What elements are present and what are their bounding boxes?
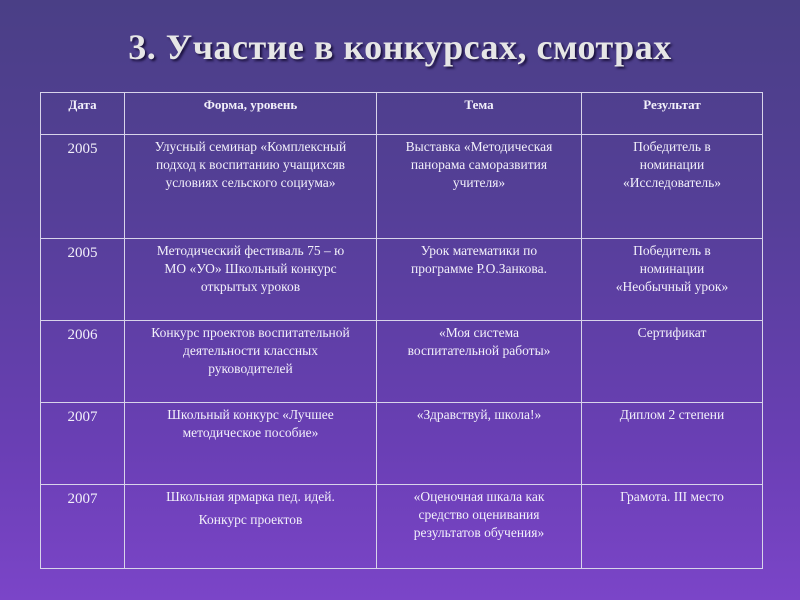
table-header-row (41, 93, 763, 135)
cell-text-line: Грамота. III место (620, 489, 724, 504)
cell-text-line: руководителей (208, 361, 293, 376)
cell-form (125, 239, 377, 321)
cell-year: 2007 (41, 485, 125, 569)
cell-text-line: деятельности классных (183, 343, 318, 358)
cell-form (125, 485, 377, 569)
cell-theme (377, 239, 582, 321)
cell-text-line: МО «УО» Школьный конкурс (164, 261, 337, 276)
cell-text-line: «Здравствуй, школа!» (416, 407, 542, 422)
cell-year: 2006 (41, 321, 125, 403)
cell-text-line: подход к воспитанию учащихсяв (155, 157, 346, 172)
cell-text-line: методическое пособие» (182, 425, 319, 440)
table-row (41, 485, 763, 569)
header-theme: Тема (377, 93, 582, 135)
cell-text-line: Конкурс проектов (198, 512, 303, 527)
cell-result (582, 485, 763, 569)
cell-text-line: Выставка «Методическая (405, 139, 553, 154)
cell-text-line: учителя» (452, 175, 506, 190)
cell-year: 2005 (41, 239, 125, 321)
cell-text-line: «Необычный урок» (615, 279, 729, 294)
cell-text-line: «Исследователь» (622, 175, 722, 190)
cell-form (125, 321, 377, 403)
table-row (41, 403, 763, 485)
cell-result (582, 239, 763, 321)
cell-text-line: открытых уроков (200, 279, 301, 294)
cell-text-line: Методический фестиваль 75 – ю (156, 243, 345, 258)
cell-text-line: Конкурс проектов воспитательной (151, 325, 350, 340)
cell-text-line: номинации (639, 157, 705, 172)
table-row (41, 239, 763, 321)
header-result: Результат (582, 93, 763, 135)
competitions-table (40, 92, 763, 569)
cell-form (125, 403, 377, 485)
cell-year: 2007 (41, 403, 125, 485)
cell-theme (377, 403, 582, 485)
cell-text-line: воспитательной работы» (407, 343, 551, 358)
cell-text-line: Урок математики по (420, 243, 538, 258)
cell-result (582, 403, 763, 485)
cell-theme (377, 135, 582, 239)
header-date: Дата (41, 93, 125, 135)
cell-form (125, 135, 377, 239)
cell-theme (377, 485, 582, 569)
cell-text-line: панорама саморазвития (410, 157, 548, 172)
cell-text-line: программе Р.О.Занкова. (411, 261, 547, 276)
cell-text-line: «Моя система (438, 325, 520, 340)
cell-theme (377, 321, 582, 403)
table-row (41, 135, 763, 239)
cell-text-line: средство оценивания (418, 507, 540, 522)
cell-text-line: Победитель в (633, 243, 711, 258)
cell-text-line: результатов обучения» (413, 525, 545, 540)
cell-year: 2005 (41, 135, 125, 239)
cell-result (582, 135, 763, 239)
cell-text-line: «Оценочная шкала как (413, 489, 545, 504)
header-form: Форма, уровень (125, 93, 377, 135)
cell-text-line: Улусный семинар «Комплексный (154, 139, 347, 154)
cell-text-line: Диплом 2 степени (619, 407, 725, 422)
cell-text-line: Школьная ярмарка пед. идей. (166, 489, 335, 504)
table-row (41, 321, 763, 403)
cell-text-line: условиях сельского социума» (165, 175, 336, 190)
cell-text-line: номинации (639, 261, 705, 276)
cell-text-line: Школьный конкурс «Лучшее (167, 407, 334, 422)
slide-title: 3. Участие в конкурсах, смотрах (128, 27, 672, 67)
cell-result (582, 321, 763, 403)
cell-text-line: Сертификат (637, 325, 707, 340)
cell-text-line: Победитель в (633, 139, 711, 154)
